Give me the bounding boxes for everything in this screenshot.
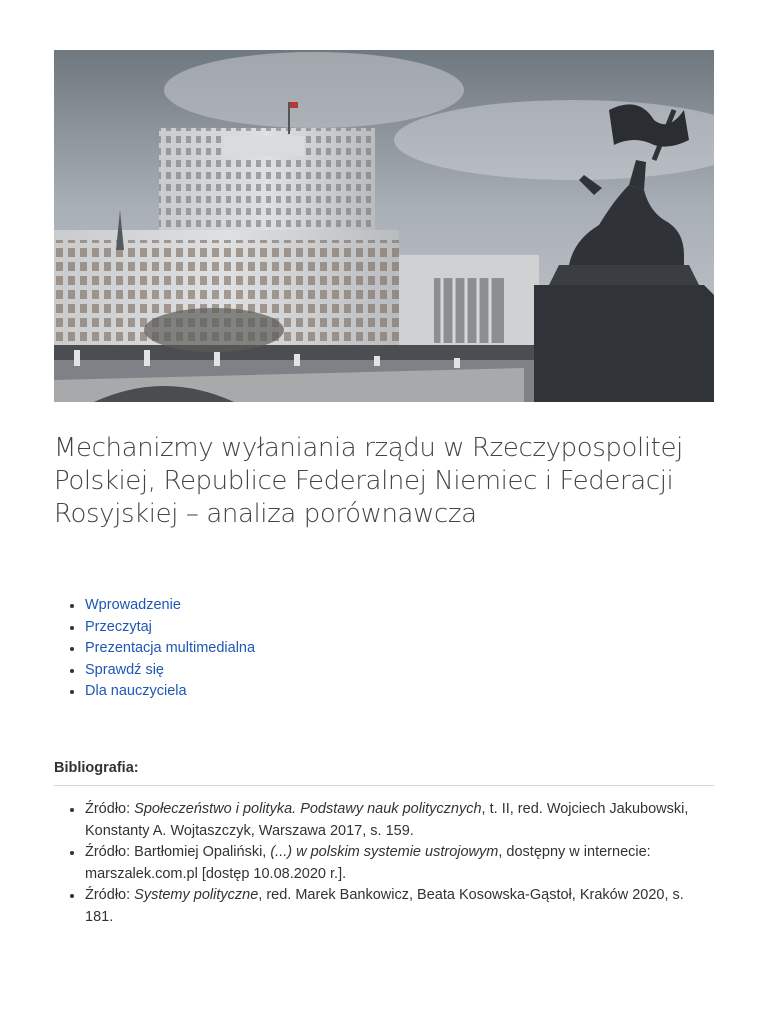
bibliography-divider	[54, 785, 714, 786]
toc-item-teacher	[66, 681, 706, 703]
toc-link-multimedia[interactable]: Prezentacja multimedialna	[85, 640, 256, 657]
page-title: Mechanizmy wyłaniania rządu w Rzeczypospolitej Polskiej, Republice Federalnej Niemiec i Federacji Rosyjskiej – analiza porównawcza	[54, 433, 683, 529]
bibliography-item-title: Społeczeństwo i polityka. Podstawy nauk politycznych	[134, 801, 482, 817]
toc-item-introduction	[66, 595, 706, 617]
bibliography-item	[66, 885, 714, 928]
toc-link-check[interactable]: Sprawdź się	[85, 661, 164, 678]
bibliography-item	[66, 799, 714, 842]
bibliography-item-prefix: Źródło: Bartłomiej Opaliński,	[85, 844, 271, 861]
toc-link-teacher[interactable]: Dla nauczyciela	[85, 683, 187, 700]
toc-item-check	[66, 660, 706, 682]
bibliography-item-prefix: Źródło:	[85, 801, 135, 817]
toc-link-introduction[interactable]: Wprowadzenie	[85, 597, 181, 613]
table-of-contents	[66, 595, 706, 703]
bibliography-list	[66, 799, 714, 929]
bibliography-item-details: , t. II, red. Wojciech Jakubowski, Konstanty A. Wojtaszczyk, Warszawa 2017, s. 159.	[85, 801, 689, 839]
bibliography-item-details: , red. Marek Bankowicz, Beata Kosowska-Gąstoł, Kraków 2020, s. 181.	[85, 887, 684, 925]
hero-photo	[54, 50, 714, 402]
hero-photo-illustration	[54, 50, 714, 402]
bibliography-item-title: Systemy polityczne	[134, 887, 259, 904]
toc-item-read	[66, 617, 706, 639]
bibliography-item	[66, 842, 714, 885]
bibliography-heading: Bibliografia:	[54, 760, 139, 776]
bibliography-item-details: , dostępny w internecie: marszalek.com.pl [dostęp 10.08.2020 r.].	[85, 844, 651, 882]
bibliography-item-prefix: Źródło:	[85, 887, 135, 904]
bibliography-item-title: (...) w polskim systemie ustrojowym	[270, 844, 499, 861]
toc-link-read[interactable]: Przeczytaj	[85, 618, 152, 635]
toc-item-multimedia	[66, 638, 706, 660]
